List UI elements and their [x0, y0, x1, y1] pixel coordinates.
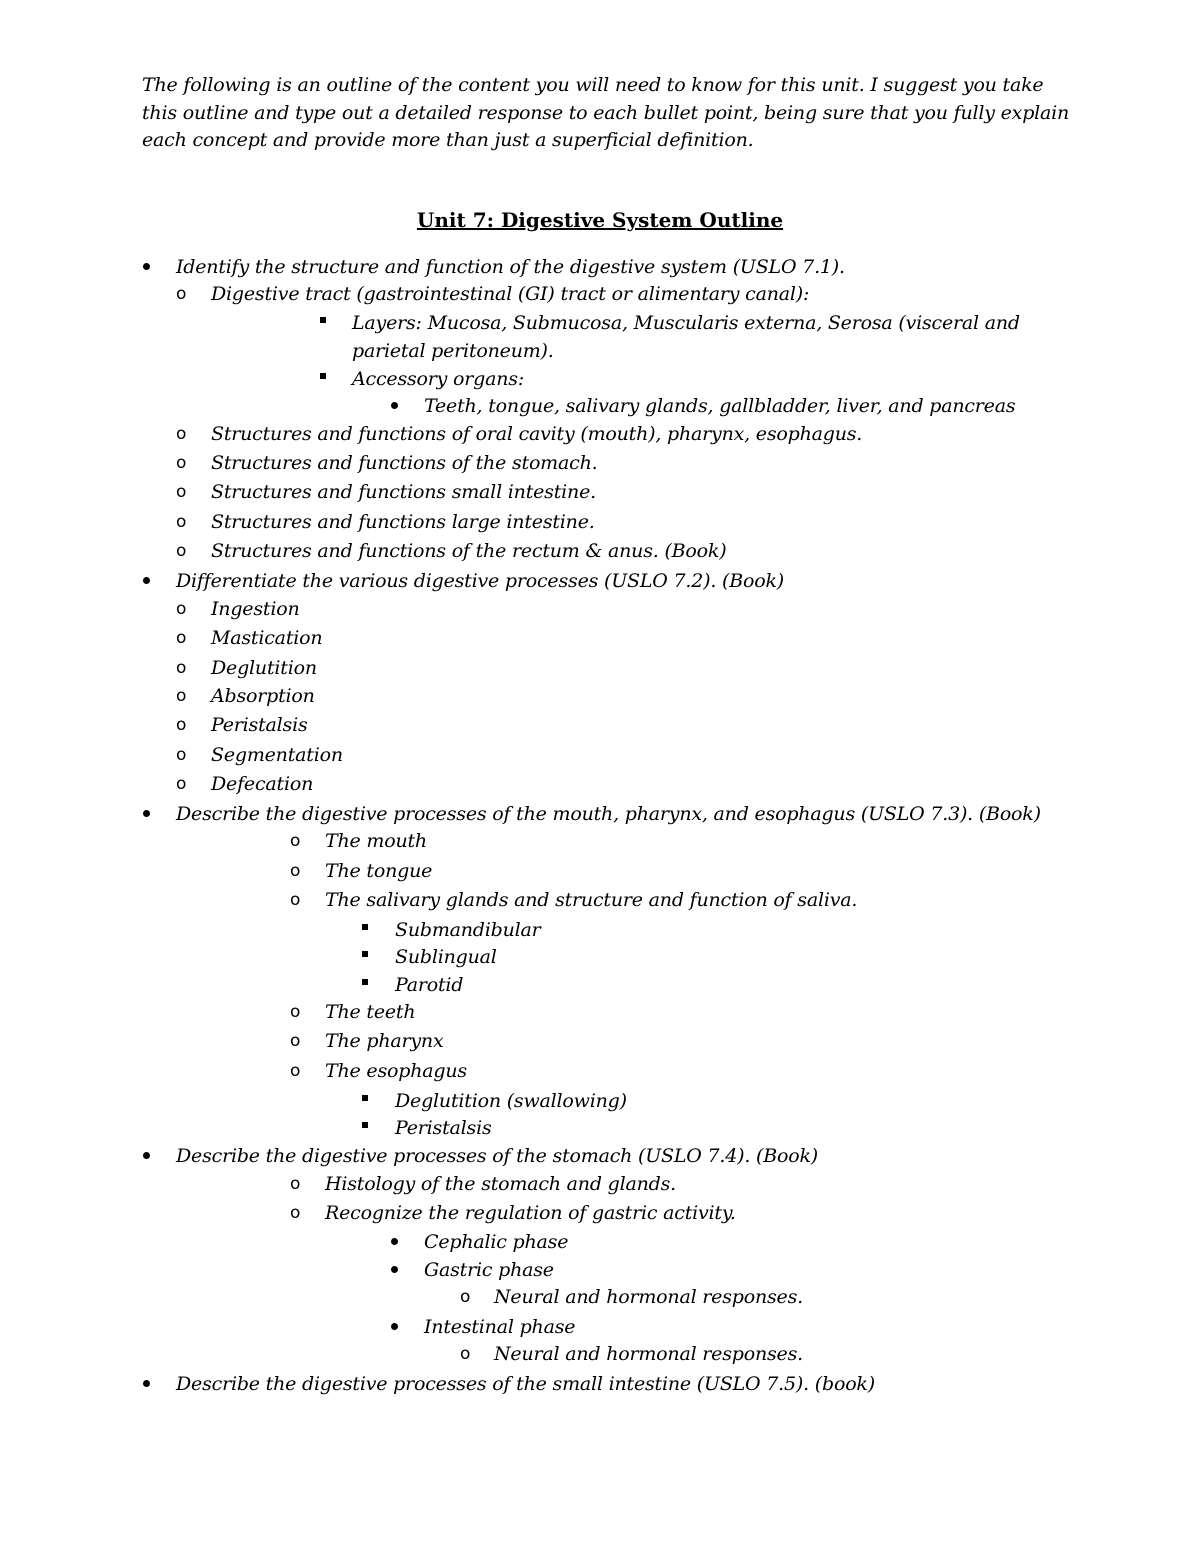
outline-item: Parotid — [395, 974, 464, 996]
bullet-square — [362, 979, 368, 985]
outline-item: The salivary glands and structure and function of saliva. — [325, 889, 858, 911]
outline-item: Structures and functions of the stomach. — [211, 452, 598, 474]
bullet-circle: o — [176, 541, 187, 561]
outline-item: Segmentation — [211, 744, 343, 766]
outline-item: Differentiate the various digestive processes (USLO 7.2). (Book) — [176, 570, 784, 592]
outline-item: Cephalic phase — [424, 1231, 569, 1253]
outline-item: Layers: Mucosa, Submucosa, Muscularis externa, Serosa (visceral and — [352, 312, 1020, 334]
bullet-circle: o — [176, 599, 187, 619]
outline-item: Histology of the stomach and glands. — [325, 1173, 676, 1195]
outline-item: Peristalsis — [211, 714, 308, 736]
outline-item: The esophagus — [325, 1060, 467, 1082]
bullet-circle: o — [290, 831, 301, 851]
outline-item: The pharynx — [325, 1030, 444, 1052]
bullet-circle: o — [176, 745, 187, 765]
bullet-circle: o — [460, 1287, 471, 1307]
outline-item: Structures and functions of oral cavity (mouth), pharynx, esophagus. — [211, 423, 863, 445]
bullet-square — [362, 1122, 368, 1128]
outline-item: Ingestion — [211, 598, 300, 620]
bullet-circle: o — [176, 453, 187, 473]
bullet-circle: o — [176, 512, 187, 532]
intro-paragraph: The following is an outline of the content you will need to know for this unit. I suggest you take this outline and type out a detailed response to each bullet point, being sure that you fully explain each concept and provide more than just a superficial definition. — [142, 74, 1070, 151]
outline-item: Defecation — [211, 773, 314, 795]
outline-item: Submandibular — [395, 919, 541, 941]
outline-item: Recognize the regulation of gastric activity. — [325, 1202, 736, 1224]
bullet-dot — [391, 402, 398, 409]
bullet-circle: o — [460, 1344, 471, 1364]
bullet-circle: o — [290, 1061, 301, 1081]
outline-item: Describe the digestive processes of the mouth, pharynx, and esophagus (USLO 7.3). (Book) — [176, 803, 1041, 825]
bullet-dot — [391, 1266, 398, 1273]
bullet-square — [320, 373, 326, 379]
bullet-circle: o — [290, 1174, 301, 1194]
bullet-dot — [143, 1380, 150, 1387]
outline-item: Structures and functions large intestine. — [211, 511, 595, 533]
bullet-circle: o — [176, 284, 187, 304]
outline-item: Teeth, tongue, salivary glands, gallbladder, liver, and pancreas — [424, 395, 1016, 417]
outline-item: Peristalsis — [395, 1117, 492, 1139]
bullet-square — [320, 317, 326, 323]
outline-item: Identify the structure and function of the digestive system (USLO 7.1). — [176, 256, 845, 278]
bullet-square — [362, 1095, 368, 1101]
outline-item: parietal peritoneum). — [352, 340, 554, 362]
outline-item: The mouth — [325, 830, 427, 852]
bullet-circle: o — [176, 774, 187, 794]
bullet-dot — [143, 263, 150, 270]
outline-item: Describe the digestive processes of the small intestine (USLO 7.5). (book) — [176, 1373, 875, 1395]
bullet-circle: o — [290, 861, 301, 881]
outline-item: Structures and functions of the rectum & anus. (Book) — [211, 540, 727, 562]
bullet-circle: o — [176, 628, 187, 648]
outline-item: The teeth — [325, 1001, 416, 1023]
bullet-dot — [143, 810, 150, 817]
outline-item: Neural and hormonal responses. — [494, 1343, 803, 1365]
bullet-circle: o — [176, 715, 187, 735]
bullet-circle: o — [176, 686, 187, 706]
bullet-circle: o — [176, 424, 187, 444]
outline-item: Accessory organs: — [352, 368, 525, 390]
bullet-dot — [143, 1152, 150, 1159]
bullet-square — [362, 951, 368, 957]
bullet-square — [362, 924, 368, 930]
outline-item: Deglutition — [211, 657, 317, 679]
bullet-circle: o — [176, 482, 187, 502]
bullet-circle: o — [290, 1002, 301, 1022]
page-title: Unit 7: Digestive System Outline — [416, 208, 784, 232]
outline-item: Describe the digestive processes of the stomach (USLO 7.4). (Book) — [176, 1145, 818, 1167]
bullet-circle: o — [290, 1031, 301, 1051]
bullet-dot — [391, 1323, 398, 1330]
bullet-dot — [143, 577, 150, 584]
bullet-circle: o — [176, 658, 187, 678]
bullet-dot — [391, 1238, 398, 1245]
outline-item: Neural and hormonal responses. — [494, 1286, 803, 1308]
outline-item: The tongue — [325, 860, 433, 882]
outline-item: Sublingual — [395, 946, 497, 968]
outline-item: Deglutition (swallowing) — [395, 1090, 627, 1112]
outline-item: Digestive tract (gastrointestinal (GI) tract or alimentary canal): — [211, 283, 810, 305]
outline-item: Gastric phase — [424, 1259, 554, 1281]
outline-item: Mastication — [211, 627, 323, 649]
outline-item: Intestinal phase — [424, 1316, 576, 1338]
bullet-circle: o — [290, 890, 301, 910]
bullet-circle: o — [290, 1203, 301, 1223]
outline-item: Structures and functions small intestine. — [211, 481, 596, 503]
outline-item: Absorption — [211, 685, 315, 707]
